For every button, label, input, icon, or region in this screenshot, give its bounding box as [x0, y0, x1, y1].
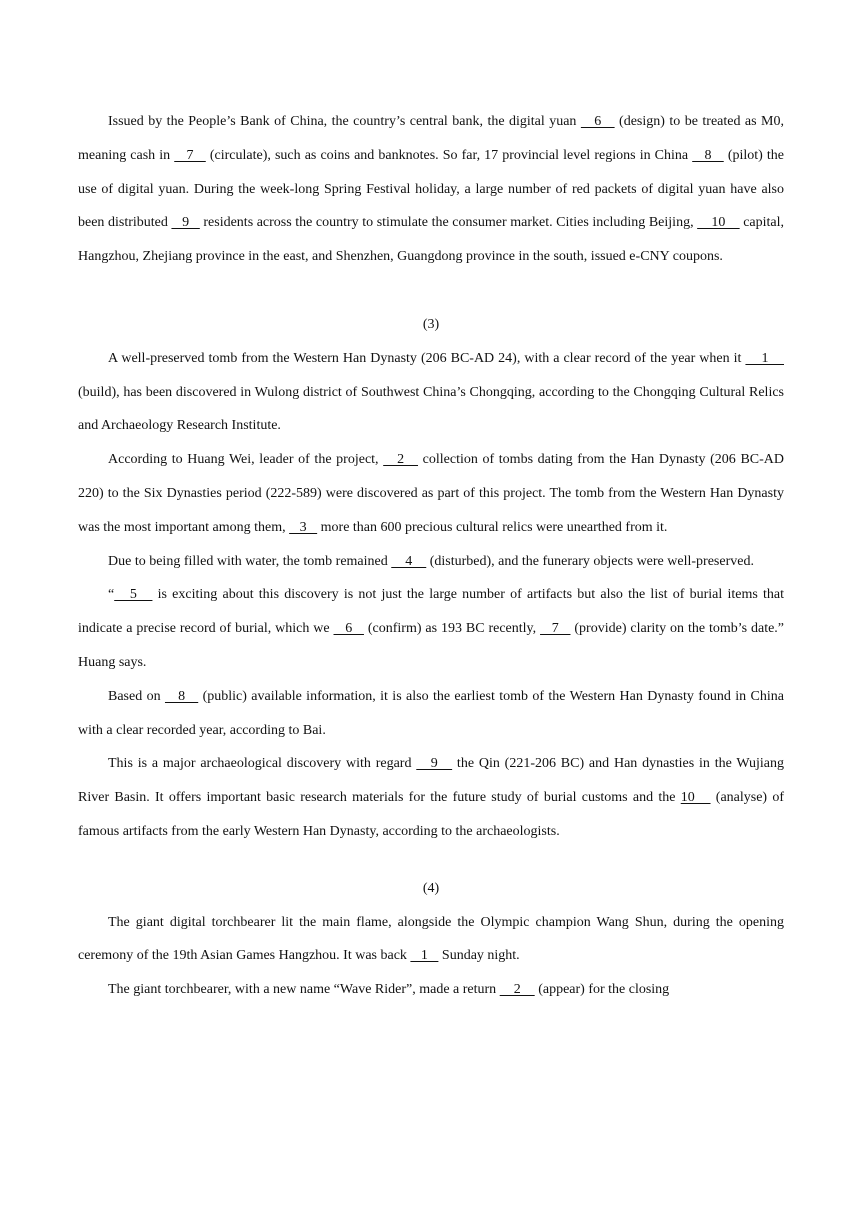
answer-blank: 6 — [333, 621, 364, 637]
answer-blank: 2 — [499, 982, 535, 998]
answer-blank: 3 — [289, 519, 318, 535]
paragraph: A well-preserved tomb from the Western Han Dynasty (206 BC-AD 24), with a clear record of the year when it 1 (build), has been discovered in Wulong district of Southwest China’s Chongqing, according to the Chongqing Cultural Relics and Archaeology Research Institute. — [78, 350, 784, 434]
answer-blank: 1 — [410, 948, 439, 964]
paragraph: The giant digital torchbearer lit the main flame, alongside the Olympic champion Wang Shun, during the opening ceremony of the 19th Asian Games Hangzhou. It was back 1 Sunday night. — [78, 914, 784, 964]
answer-blank: 1 — [745, 350, 784, 366]
answer-blank: 9 — [416, 756, 453, 772]
answer-blank: 10 — [680, 790, 711, 806]
paragraph: Issued by the People’s Bank of China, the country’s central bank, the digital yuan 6 (design) to be treated as M0, meaning cash in 7 (circulate), such as coins and banknotes. So far, 17 provincial level regions in China 8 (pilot) the use of digital yuan. During the week-long Spring Festival holiday, a large number of red packets of digital yuan have also been distributed 9 residents across the country to stimulate the consumer market. Cities including Beijing, 10 capital, Hangzhou, Zhejiang province in the east, and Shenzhen, Guangdong province in the south, issued e-CNY coupons. — [78, 114, 785, 265]
answer-blank: 2 — [383, 452, 419, 468]
paragraph: This is a major archaeological discovery with regard 9 the Qin (221-206 BC) and Han dynasties in the Wujiang River Basin. It offers important basic research materials for the future study of burial customs and the 10 (analyse) of famous artifacts from the early Western Han Dynasty, according to the archaeologists. — [78, 756, 785, 839]
answer-blank: 9 — [171, 215, 200, 231]
document-page — [78, 105, 784, 1007]
answer-blank: 8 — [164, 688, 199, 704]
answer-blank: 7 — [174, 147, 206, 163]
section-heading: (4) — [422, 880, 440, 896]
paragraph: The giant torchbearer, with a new name “Wave Rider”, made a return 2 (appear) for the closing — [108, 982, 670, 998]
paragraph: Due to being filled with water, the tomb remained 4 (disturbed), and the funerary objects were well-preserved. — [108, 553, 754, 569]
paragraph: Based on 8 (public) available information, it is also the earliest tomb of the Western Han Dynasty found in China with a clear recorded year, according to Bai. — [78, 688, 784, 738]
answer-blank: 6 — [580, 114, 615, 129]
paragraph: According to Huang Wei, leader of the project, 2 collection of tombs dating from the Han Dynasty (206 BC-AD 220) to the Six Dynasties period (222-589) were discovered as part of this project. The tomb from the Western Han Dynasty was the most important among them, 3 more than 600 precious cultural relics were unearthed from it. — [78, 452, 785, 535]
answer-blank: 10 — [697, 215, 740, 231]
answer-blank: 5 — [114, 587, 153, 603]
paragraph: “ 5 is exciting about this discovery is not just the large number of artifacts but also the list of burial items that indicate a precise record of burial, which we 6 (confirm) as 193 BC recently, 7 (provide) clarity on the tomb’s date.” Huang says. — [78, 587, 785, 670]
answer-blank: 8 — [692, 147, 724, 163]
answer-blank: 7 — [540, 621, 571, 637]
answer-blank: 4 — [391, 553, 427, 569]
section-heading: (3) — [422, 316, 440, 332]
